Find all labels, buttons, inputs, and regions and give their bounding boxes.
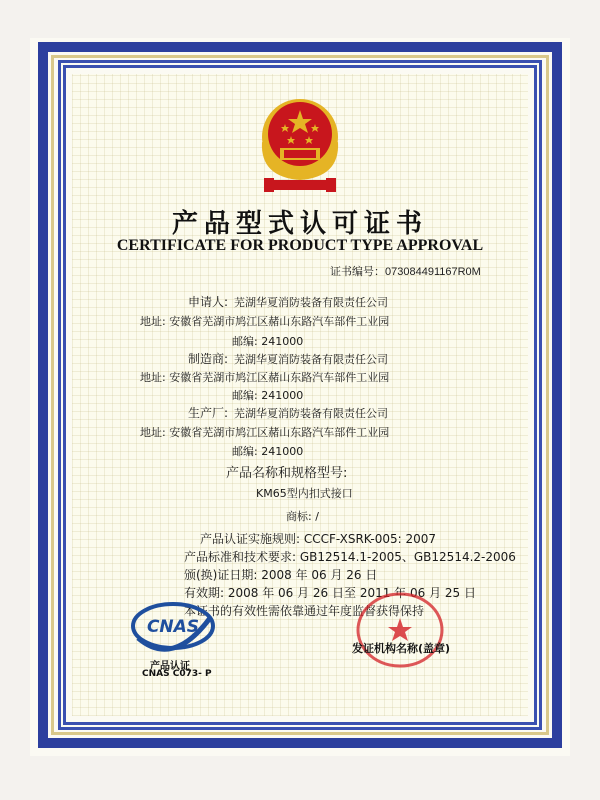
- manufacturer-name: 芜湖华夏消防装备有限责任公司: [234, 353, 388, 366]
- factory-label: 生产厂:: [188, 406, 229, 420]
- factory-name: 芜湖华夏消防装备有限责任公司: [234, 407, 388, 420]
- product-value: KM65型内扣式接口: [256, 487, 353, 500]
- validity-note: 本证书的有效性需依靠通过年度监督获得保持: [184, 604, 425, 618]
- factory-address: 地址: 安徽省芜湖市鸠江区赭山东路汽车部件工业园: [140, 426, 390, 439]
- cnas-code: CNAS C073- P: [142, 669, 212, 679]
- applicant-label: 申请人:: [188, 295, 229, 309]
- title-english: CERTIFICATE FOR PRODUCT TYPE APPROVAL: [116, 237, 484, 254]
- issue-date: 颁(换)证日期: 2008 年 06 月 26 日: [184, 568, 378, 582]
- applicant-name: 芜湖华夏消防装备有限责任公司: [234, 296, 388, 309]
- manufacturer-label: 制造商:: [188, 352, 229, 366]
- applicant-postcode: 邮编: 241000: [232, 335, 304, 348]
- brand: 商标: /: [286, 510, 319, 523]
- cnas-mark-text: CNAS: [146, 617, 200, 637]
- title-chinese: 产品型式认可证书: [171, 209, 428, 239]
- official-seal-icon: [345, 592, 455, 672]
- cnas-label: 产品认证: [150, 661, 190, 672]
- factory-postcode: 邮编: 241000: [232, 445, 304, 458]
- certificate-number: 证书编号：073084491167R0M: [330, 266, 481, 278]
- certification-rules: 产品认证实施规则: CCCF-XSRK-005: 2007: [200, 532, 437, 546]
- validity-period: 有效期: 2008 年 06 月 26 日至 2011 年 06 月 25 日: [184, 586, 476, 600]
- national-emblem-icon: [250, 92, 350, 197]
- applicant-address: 地址: 安徽省芜湖市鸠江区赭山东路汽车部件工业园: [140, 315, 390, 328]
- manufacturer-address: 地址: 安徽省芜湖市鸠江区赭山东路汽车部件工业园: [140, 371, 390, 384]
- product-label: 产品名称和规格型号:: [226, 466, 348, 481]
- manufacturer-postcode: 邮编: 241000: [232, 389, 304, 402]
- standards: 产品标准和技术要求: GB12514.1-2005、GB12514.2-2006: [184, 550, 516, 564]
- issuing-authority: 发证机构名称(盖章): [352, 642, 451, 655]
